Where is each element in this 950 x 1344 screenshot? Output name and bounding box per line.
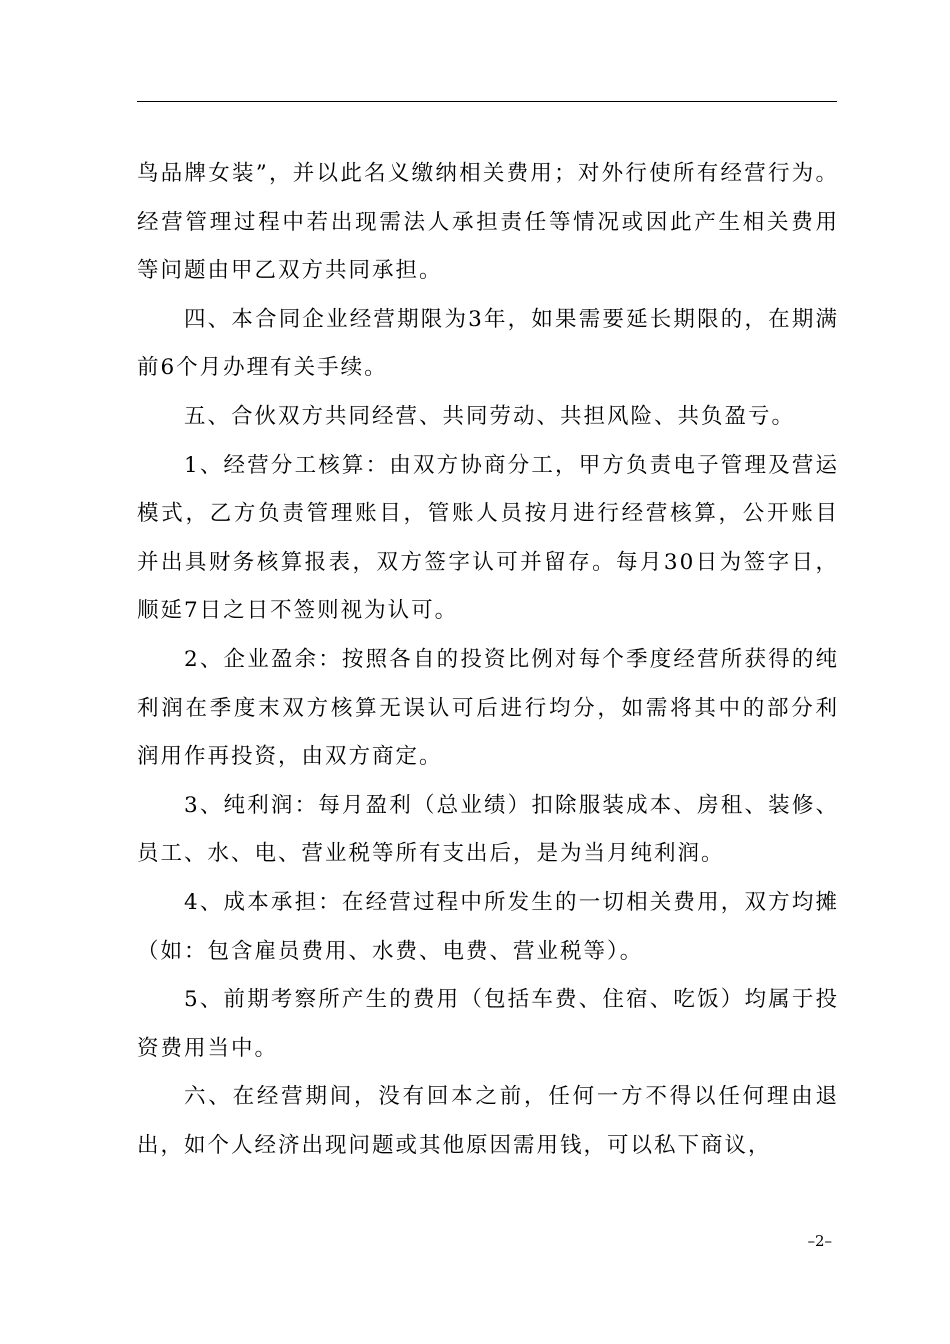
paragraph-5-5-preliminary-costs: 5、前期考察所产生的费用（包括车费、住宿、吃饭）均属于投资费用当中。 <box>137 987 839 1061</box>
paragraph-term-6: 六、在经营期间，没有回本之前，任何一方不得以任何理由退出，如个人经济出现问题或其他原因需用钱，可以私下商议， <box>137 1084 839 1158</box>
paragraph-term-5: 五、合伙双方共同经营、共同劳动、共担风险、共负盈亏。 <box>184 403 796 429</box>
page-number: –2– <box>807 1232 832 1250</box>
header-rule <box>137 101 837 102</box>
paragraph-5-1-accounting: 1、经营分工核算：由双方协商分工，甲方负责电子管理及营运模式，乙方负责管理账目，管账人员按月进行经营核算，公开账目并出具财务核算报表，双方签字认可并留存。每月30日为签字日，顺延7日之日不签则视为认可。 <box>137 452 839 624</box>
paragraph-term-4: 四、本合同企业经营期限为3年，如果需要延长期限的，在期满前6个月办理有关手续。 <box>137 306 839 381</box>
paragraph-5-3-net-profit: 3、纯利润：每月盈利（总业绩）扣除服装成本、房租、装修、员工、水、电、营业税等所有支出后，是为当月纯利润。 <box>137 792 839 867</box>
paragraph-5-2-surplus: 2、企业盈余：按照各自的投资比例对每个季度经营所获得的纯利润在季度末双方核算无误认可后进行均分，如需将其中的部分利润用作再投资，由双方商定。 <box>137 646 839 770</box>
document-body <box>137 150 839 1170</box>
paragraph-continuation: 鸟品牌女装”，并以此名义缴纳相关费用；对外行使所有经营行为。经营管理过程中若出现需法人承担责任等情况或因此产生相关费用等问题由甲乙双方共同承担。 <box>137 161 839 284</box>
paragraph-5-4-cost-sharing: 4、成本承担：在经营过程中所发生的一切相关费用，双方均摊（如：包含雇员费用、水费、电费、营业税等）。 <box>137 889 839 964</box>
